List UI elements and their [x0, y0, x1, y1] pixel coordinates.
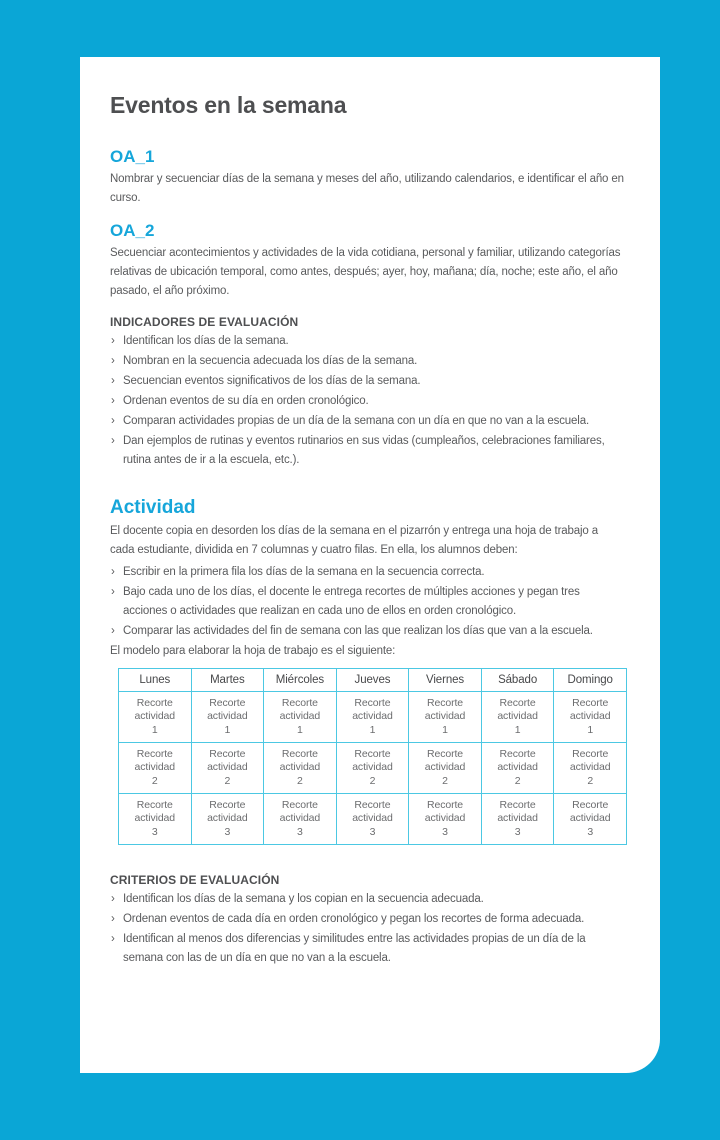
table-cell: Recorte actividad 2	[554, 743, 627, 794]
oa2-heading: OA_2	[110, 221, 155, 240]
document-card	[80, 57, 660, 1073]
page-title: Eventos en la semana	[110, 92, 347, 118]
table-cell: Recorte actividad 3	[336, 794, 409, 845]
table-cell: Recorte actividad 2	[264, 743, 337, 794]
day-header-cell: Jueves	[336, 669, 409, 692]
table-cell: Recorte actividad 2	[119, 743, 192, 794]
bullet-text: Identifican los días de la semana.	[123, 335, 289, 347]
bullet-item	[110, 910, 625, 929]
bullet-item	[110, 392, 625, 411]
day-header-cell: Lunes	[119, 669, 192, 692]
table-cell: Recorte actividad 1	[554, 692, 627, 743]
table-cell: Recorte actividad 3	[481, 794, 554, 845]
table-header-row	[119, 669, 627, 692]
bullet-text: Bajo cada uno de los días, el docente le entrega recortes de múltiples acciones y pegan tres acciones o actividades que realizan en cada uno de ellos en orden cronológico.	[123, 586, 580, 617]
bullet-item	[110, 563, 625, 582]
bullet-marker-icon: ›	[111, 933, 115, 945]
bullet-marker-icon: ›	[111, 415, 115, 427]
table-cell: Recorte actividad 3	[264, 794, 337, 845]
day-header-cell: Sábado	[481, 669, 554, 692]
day-header-cell: Miércoles	[264, 669, 337, 692]
criterios-heading: CRITERIOS DE EVALUACIÓN	[110, 873, 280, 887]
bullet-marker-icon: ›	[111, 355, 115, 367]
criterios-list	[110, 890, 625, 968]
bullet-item	[110, 930, 625, 968]
bullet-marker-icon: ›	[111, 395, 115, 407]
table-cell: Recorte actividad 1	[119, 692, 192, 743]
section-criterios	[110, 873, 625, 968]
bullet-text: Ordenan eventos de su día en orden cronológico.	[123, 395, 369, 407]
table-cell: Recorte actividad 1	[481, 692, 554, 743]
table-cell: Recorte actividad 2	[191, 743, 264, 794]
week-table	[118, 668, 627, 845]
table-cell: Recorte actividad 2	[336, 743, 409, 794]
actividad-outro: El modelo para elaborar la hoja de trabajo es el siguiente:	[110, 645, 396, 657]
bullet-item	[110, 352, 625, 371]
day-header-cell: Martes	[191, 669, 264, 692]
oa1-heading: OA_1	[110, 147, 155, 166]
oa2-body: Secuenciar acontecimientos y actividades de la vida cotidiana, personal y familiar, utilizando categorías relativas de ubicación temporal, como antes, después; ayer, hoy, mañana; día, noche; este año, el año pasado, el año próximo.	[110, 247, 621, 297]
actividad-intro: El docente copia en desorden los días de la semana en el pizarrón y entrega una hoja de trabajo a cada estudiante, dividida en 7 columnas y cuatro filas. En ella, los alumnos deben:	[110, 525, 598, 556]
bullet-text: Comparar las actividades del fin de semana con las que realizan los días que van a la escuela.	[123, 625, 593, 637]
section-actividad	[110, 496, 625, 845]
table-row	[119, 743, 627, 794]
section-indicadores	[110, 315, 625, 470]
bullet-marker-icon: ›	[111, 375, 115, 387]
bullet-text: Escribir en la primera fila los días de la semana en la secuencia correcta.	[123, 566, 485, 578]
bullet-marker-icon: ›	[111, 566, 115, 578]
section-oa1	[110, 147, 625, 208]
table-cell: Recorte actividad 3	[191, 794, 264, 845]
bullet-item	[110, 622, 625, 641]
bullet-marker-icon: ›	[111, 625, 115, 637]
table-cell: Recorte actividad 3	[554, 794, 627, 845]
actividad-heading: Actividad	[110, 497, 196, 518]
bullet-text: Secuencian eventos significativos de los días de la semana.	[123, 375, 421, 387]
bullet-item	[110, 412, 625, 431]
table-cell: Recorte actividad 1	[336, 692, 409, 743]
bullet-marker-icon: ›	[111, 435, 115, 447]
table-cell: Recorte actividad 1	[191, 692, 264, 743]
bullet-text: Dan ejemplos de rutinas y eventos rutinarios en sus vidas (cumpleaños, celebraciones familiares, rutina antes de ir a la escuela, etc.).	[123, 435, 605, 466]
table-cell: Recorte actividad 3	[119, 794, 192, 845]
table-cell: Recorte actividad 2	[409, 743, 482, 794]
table-cell: Recorte actividad 1	[409, 692, 482, 743]
bullet-marker-icon: ›	[111, 335, 115, 347]
bullet-text: Identifican al menos dos diferencias y similitudes entre las actividades propias de un día de la semana con las de un día en que no van a la escuela.	[123, 933, 586, 964]
bullet-marker-icon: ›	[111, 586, 115, 598]
table-cell: Recorte actividad 2	[481, 743, 554, 794]
indicadores-list	[110, 332, 625, 470]
indicadores-heading: INDICADORES DE EVALUACIÓN	[110, 315, 299, 329]
table-cell: Recorte actividad 3	[409, 794, 482, 845]
bullet-item	[110, 332, 625, 351]
bullet-item	[110, 432, 625, 470]
table-cell: Recorte actividad 1	[264, 692, 337, 743]
oa1-body: Nombrar y secuenciar días de la semana y meses del año, utilizando calendarios, e identificar el año en curso.	[110, 173, 624, 204]
bullet-marker-icon: ›	[111, 893, 115, 905]
bullet-item	[110, 583, 625, 621]
section-oa2	[110, 221, 625, 301]
day-header-cell: Domingo	[554, 669, 627, 692]
bullet-text: Comparan actividades propias de un día de la semana con un día en que no van a la escuela.	[123, 415, 589, 427]
table-row	[119, 794, 627, 845]
bullet-text: Ordenan eventos de cada día en orden cronológico y pegan los recortes de forma adecuada.	[123, 913, 585, 925]
day-header-cell: Viernes	[409, 669, 482, 692]
bullet-item	[110, 890, 625, 909]
table-row	[119, 692, 627, 743]
bullet-item	[110, 372, 625, 391]
actividad-list	[110, 563, 625, 641]
bullet-text: Identifican los días de la semana y los copian en la secuencia adecuada.	[123, 893, 484, 905]
bullet-text: Nombran en la secuencia adecuada los días de la semana.	[123, 355, 418, 367]
bullet-marker-icon: ›	[111, 913, 115, 925]
